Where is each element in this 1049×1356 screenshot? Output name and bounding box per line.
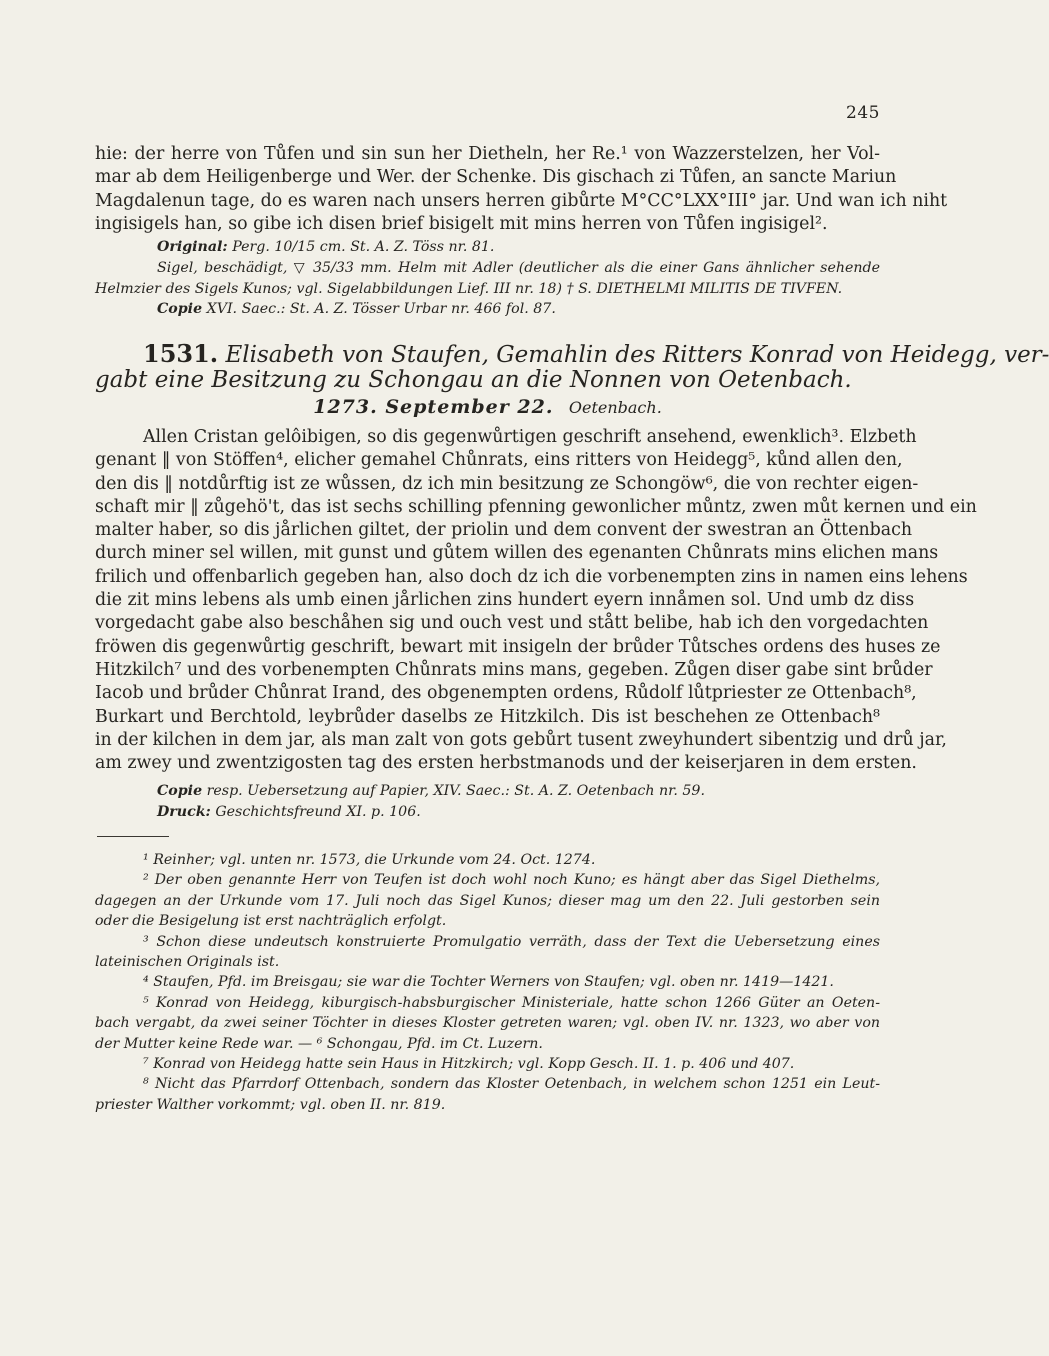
original-note [95,237,880,258]
document-date: 1273. September 22. [313,396,554,418]
druck-label: Druck: [157,803,211,820]
footnote-line: ⁸ Nicht das Pfarrdorf Ottenbach, sondern das Kloster Oetenbach, in welchem schon 1251 ein Leut- [143,1076,880,1093]
document-title-line [95,339,1049,368]
document-body [95,426,977,775]
body-line: den dis ‖ notdůrftig ist ze wůssen, dz ich min besitzung ze Schongöw⁶, die von rechter eigen- [95,473,919,494]
body-line: Iacob und brůder Chůnrat Irand, des obgenempten ordens, Růdolf lůtpriester ze Ottenbach⁸, [95,683,917,704]
body-line: Hitzkilch⁷ und des vorbenempten Chůnrats mins mans, gegeben. Zůgen diser gabe sint brůder [95,659,933,680]
print-notes [95,781,880,823]
text-line: ingisigels han, so gibe ich disen brief bisigelt mit mins herren von Tůfen ingisigel². [95,213,828,234]
footnote-line: bach vergabt, da zwei seiner Töchter in dieses Kloster getreten waren; vgl. oben IV. nr. 1323, wo aber von [95,1015,880,1032]
body-line: Burkart und Berchtold, leybrůder daselbs ze Hitzkilch. Dis ist beschehen ze Ottenbach⁸ [95,706,880,727]
footnote-line: der Mutter keine Rede war. — ⁶ Schongau, Pfd. im Ct. Luzern. [95,1035,543,1052]
copy-resp-label: Copie [157,783,203,799]
copy-text: XVI. Saec.: St. A. Z. Tösser Urbar nr. 466 fol. 87. [206,301,556,318]
document-place: Oetenbach. [568,398,662,417]
document-title: Elisabeth von Staufen, Gemahlin des Ritters Konrad von Heidegg, ver- [225,342,1049,368]
footnote-line: lateinischen Originals ist. [95,953,280,970]
body-line: schaft mir ‖ zůgehö't, das ist sechs schilling pfenning gewonlicher můntz, zwen můt kernen und ein [95,496,977,517]
footnote-line: priester Walther vorkommt; vgl. oben II. nr. 819. [95,1096,446,1113]
footnote-line: ² Der oben genannte Herr von Teufen ist doch wohl noch Kuno; es hängt aber das Sigel Diethelms, [143,872,880,889]
footnote-line: ⁵ Konrad von Heidegg, kiburgisch-habsburgischer Ministeriale, hatte schon 1266 Güter an Oeten- [143,994,880,1011]
top-text [95,143,948,236]
body-line: malter haber, so dis jårlichen giltet, der priolin und dem convent der swestran an Öttenbach [95,520,913,541]
text-line: hie: der herre von Tůfen und sin sun her Dietheln, her Re.¹ von Wazzerstelzen, her Vol- [95,144,880,164]
footnotes [95,850,880,1115]
body-line: durch miner sel willen, mit gunst und gůtem willen des egenanten Chůnrats mins elichen mans [95,543,939,564]
footnote-line: dagegen an der Urkunde vom 17. Juli noch das Sigel Kunos; dieser mag um den 22. Juli gestorben sein [95,892,880,909]
body-line: in der kilchen in dem jar, als man zalt von gots gebůrt tusent zweyhundert sibentzig und drů jar, [95,729,947,750]
body-line: am zwey und zwentzigosten tag des ersten herbstmanods und der keiserjaren in dem ersten. [95,753,917,774]
copy-resp-text: resp. Uebersetzung auf Papier, XIV. Saec.: St. A. Z. Oetenbach nr. 59. [206,783,705,799]
seal-line: Sigel, beschädigt, ▽ 35/33 mm. Helm mit Adler (deutlicher als die einer Gans ähnlicher sehende [157,259,880,276]
footnote-line: ⁷ Konrad von Heidegg hatte sein Haus in Hitzkirch; vgl. Kopp Gesch. II. 1. p. 406 und 407. [143,1055,795,1072]
copy-note [95,299,880,320]
text-line: Magdalenun tage, do es waren nach unsers herren gibůrte M°CC°LXX°III° jar. Und wan ich niht [95,190,948,211]
document-title-line: gabt eine Besitzung zu Schongau an die Nonnen von Oetenbach. [95,367,852,393]
footnote-line: ⁴ Staufen, Pfd. im Breisgau; sie war die Tochter Werners von Staufen; vgl. oben nr. 1419—1421. [143,974,834,991]
footnote-divider [97,836,169,837]
text-line: mar ab dem Heiligenberge und Wer. der Schenke. Dis gischach zi Tůfen, an sancte Mariun [95,167,897,188]
body-line: fröwen dis gegenwůrtig geschrift, bewart mit insigeln der brůder Tůtsches ordens des huses ze [95,636,941,657]
body-line: frilich und offenbarlich gegeben han, also doch dz ich die vorbenempten zins in namen eins lehens [95,566,968,587]
footnote-line: ¹ Reinher; vgl. unten nr. 1573, die Urkunde vom 24. Oct. 1274. [143,852,596,868]
copy-label: Copie [157,301,203,318]
original-text: Perg. 10/15 cm. St. A. Z. Töss nr. 81. [232,239,495,255]
druck-note [95,802,880,823]
original-label: Original: [157,239,228,255]
page-number: 245 [846,103,880,123]
copy-resp-note [95,781,880,802]
body-line: die zit mins lebens als umb einen jårlichen zins hundert eyern innåmen sol. Und umb dz diss [95,590,915,611]
document-number: 1531. [143,339,219,368]
footnote-line: oder die Besigelung ist erst nachträglich erfolgt. [95,913,447,930]
body-line: vorgedacht gabe also beschåhen sig und ouch vest und stått belibe, hab ich den vorgedachten [95,613,929,634]
document-heading [95,339,1049,420]
body-line: Allen Cristan gelôibigen, so dis gegenwůrtigen geschrift ansehend, ewenklich³. Elzbeth [143,427,917,447]
document-date-line [95,394,880,420]
body-line: genant ‖ von Stöffen⁴, elicher gemahel Chůnrats, eins ritters von Heidegg⁵, kůnd allen den, [95,450,903,471]
druck-text: Geschichtsfreund XI. p. 106. [215,803,421,820]
seal-line: Helmzier des Sigels Kunos; vgl. Sigelabbildungen Lief. III nr. 18) † S. DIETHELMI MILITIS DE TIVFEN. [95,280,843,297]
source-notes [95,237,880,320]
footnote-line: ³ Schon diese undeutsch konstruierte Promulgatio verräth, dass der Text die Uebersetzung eines [143,933,880,950]
